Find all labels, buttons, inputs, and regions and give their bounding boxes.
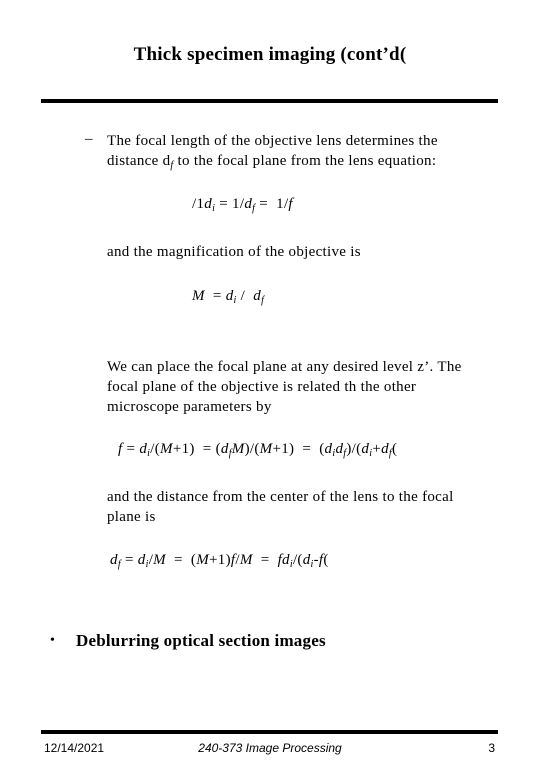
slide-title: Thick specimen imaging (cont’d( (133, 44, 407, 65)
equation-focal-distance: $d_f = d_i/M = (M+1)f/M = fd_i/(d_i-f$( (110, 552, 329, 570)
equation-magnification: $M = d_i / d_f$ (192, 288, 265, 306)
list-dash: – (85, 131, 93, 147)
paragraph-focal-length (107, 131, 467, 171)
paragraph-focal-length-tail: to the focal plane from the lens equation: (173, 153, 437, 169)
bullet-deblurring: Deblurring optical section images (76, 631, 326, 650)
footer-page-number: 3 (488, 741, 495, 755)
title-divider (41, 99, 498, 103)
paragraph-lens-distance: and the distance from the center of the lens to the focal plane is (107, 489, 454, 525)
paragraph-focal-plane: We can place the focal plane at any desired level z’. The focal plane of the objective is related th the other microscope parameters by (107, 359, 462, 415)
bullet-icon: • (50, 633, 55, 648)
equation-lens: $/1d_i = 1/d_f = 1/f$ (192, 196, 293, 214)
footer-divider (41, 730, 498, 734)
footer-course: 240-373 Image Processing (198, 741, 342, 755)
paragraph-focal-length-sub: f (170, 160, 174, 171)
paragraph-magnification: and the magnification of the objective is (107, 244, 361, 260)
paragraph-focal-length-text: The focal length of the objective lens determines the distance d (107, 133, 438, 169)
equation-focal-length: $f = d_i/(M+1) = (d_fM)/(M+1) = (d_id_f)/(d_i+d_f$( (118, 441, 398, 459)
footer-date: 12/14/2021 (44, 741, 105, 755)
